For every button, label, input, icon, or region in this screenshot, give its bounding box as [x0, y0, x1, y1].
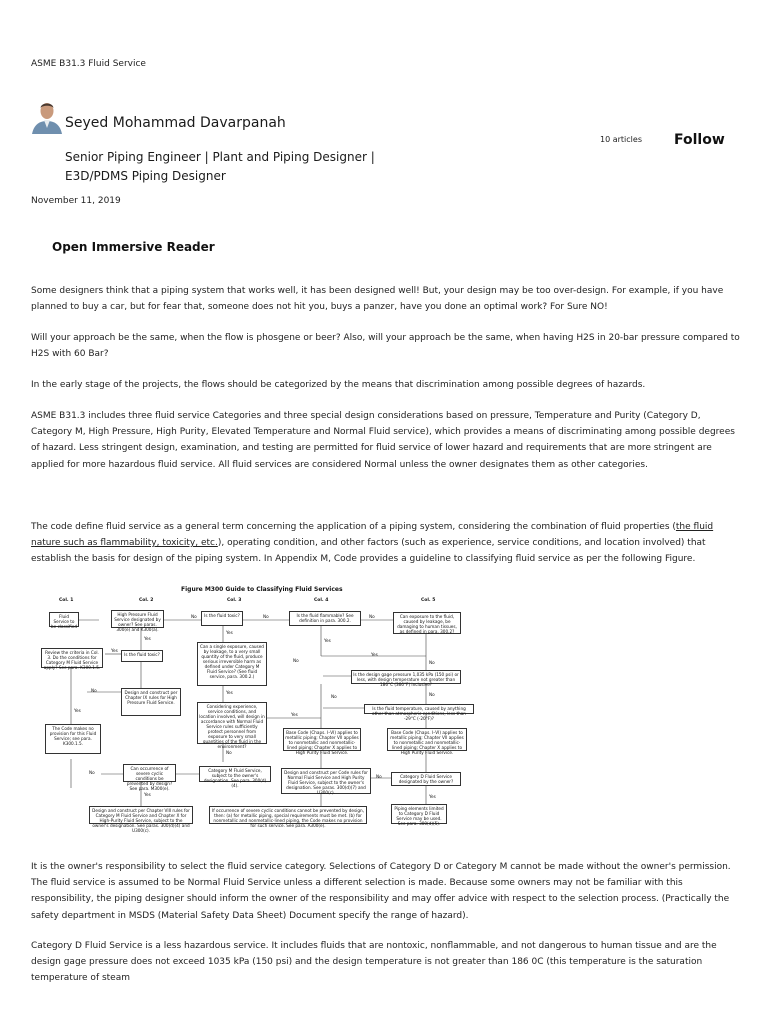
- label-no-3: No: [369, 614, 375, 619]
- box-start: Fluid Service to be classified: [51, 614, 77, 629]
- box-chapter-ix: Design and construct per Chapter IX rules for High Pressure Fluid Service.: [121, 688, 181, 716]
- box-normal-high-purity: Design and construct per Code rules for Normal Fluid Service and High Purity Fluid Service, subject to the owner's designation. See paras. 300(d)(7) and U300(c).: [281, 768, 371, 794]
- label-yes-1: Yes: [144, 636, 151, 641]
- article-breadcrumb: ASME B31.3 Fluid Service: [31, 59, 146, 69]
- box-design-pressure: Is the design gage pressure 1,035 kPa (150 psi) or less, with design temperature not greater than 186°C (366°F) inclusive?: [351, 670, 461, 684]
- fluid-nature-link[interactable]: the fluid nature such as flammability, toxicity, etc.: [31, 522, 714, 549]
- label-no-4: No: [429, 660, 435, 665]
- box-category-m: Category M Fluid Service, subject to the owner's designation. See para. 300(d)(4).: [199, 766, 271, 782]
- label-no-8: No: [331, 694, 337, 699]
- label-yes-3: Yes: [111, 648, 118, 653]
- column-5-label: Col. 5: [421, 598, 436, 603]
- author-row: [30, 98, 740, 148]
- label-no-1: No: [191, 614, 197, 619]
- box-review-criteria: Review the criteria in Col. 3. Do the conditions for Category M Fluid Service apply? See para. K300.1.5.: [41, 648, 103, 668]
- box-flammable: Is the fluid flammable? See definition in para. 300.2.: [289, 611, 361, 626]
- label-yes-6: Yes: [226, 690, 233, 695]
- label-yes-4: Yes: [324, 638, 331, 643]
- article-count[interactable]: 10 articles: [600, 135, 642, 144]
- label-yes-2: Yes: [226, 630, 233, 635]
- label-no-6: No: [91, 688, 97, 693]
- immersive-reader-button[interactable]: Open Immersive Reader: [52, 240, 215, 254]
- column-3-label: Col. 3: [227, 598, 242, 603]
- box-category-d-elements: Piping elements limited to Category D Fluid Service may be used. See para. 300(d)(5).: [391, 804, 447, 824]
- column-4-label: Col. 4: [314, 598, 329, 603]
- paragraph-5-text-a: The code define fluid service as a general term concerning the application of a piping system, considering the combination of fluid properties (: [31, 522, 676, 532]
- box-chapter-viii: Design and construct per Chapter VIII rules for Category M Fluid Service and Chapter X for High-Purity Fluid Service, subject to the owner's designation. See paras. 300(d)(4) and U300(c).: [89, 806, 193, 824]
- label-yes-7: Yes: [291, 712, 298, 717]
- box-low-temperature: Is the fluid temperature, caused by anything other than atmospheric conditions, less than -29°C (-20°F)?: [364, 704, 474, 714]
- paragraph-2: Will your approach be the same, when the flow is phosgene or beer? Also, will your approach be the same, when having H2S in 20-bar pressure compared to H2S with 60 Bar?: [31, 333, 740, 360]
- paragraph-6: It is the owner's responsibility to select the fluid service category. Selections of Category D or Category M cannot be made without the owner's permission. The fluid service is assumed to be Normal Fluid Service unless a different selection is made. Because some owners may not be familiar with this responsibility, the piping designer should inform the owner of the responsibility and may offer advice with respect to the selection process. (Practically the safety department in MSDS (Material Safety Data Sheet) Document specify the range of hazard).: [31, 862, 731, 921]
- label-no-9: No: [226, 750, 232, 755]
- label-no-10: No: [89, 770, 95, 775]
- paragraph-5-text-b: ), operating condition, and other factors (such as experience, service conditions, and location involved) that establish the basis for design of the piping system. In Appendix M, Code provides a guideline to classifying fluid service as per the following Figure.: [31, 538, 706, 565]
- box-single-exposure: Can a single exposure, caused by leakage, to a very small quantity of the fluid, produce serious irreversible harm as defined under Category M Fluid Service? (See fluid service, para. 300.2.): [197, 642, 267, 686]
- column-2-label: Col. 2: [139, 598, 154, 603]
- box-normal-protection: Considering experience, service conditions, and location involved, will design in accordance with Normal Fluid Service rules sufficiently protect personnel from exposure to very small quantities of the fluid in the environment?: [197, 702, 267, 744]
- author-name[interactable]: Seyed Mohammad Davarpanah: [65, 115, 286, 131]
- label-no-2: No: [263, 614, 269, 619]
- box-cyclic-not-prevented: If occurrence of severe cyclic conditions cannot be prevented by design, then: (a) for metallic piping, special requirements must be met. (b) for nonmetallic and nonmetallic-lined piping, the Code makes no provision for such service. See para. A300(e).: [209, 806, 367, 824]
- label-yes-5: Yes: [371, 652, 378, 657]
- label-no-5: No: [293, 658, 299, 663]
- box-category-d: Category D Fluid Service designated by the owner?: [391, 772, 461, 786]
- label-no-11: No: [376, 774, 382, 779]
- column-1-label: Col. 1: [59, 598, 74, 603]
- box-no-provision: The Code makes no provision for this Fluid Service; see para. K300.1.5.: [45, 724, 101, 754]
- paragraph-7: Category D Fluid Service is a less hazardous service. It includes fluids that are nontoxic, nonflammable, and not dangerous to human tissue and are the design gage pressure does not exceed 1035 kPa (150 psi) and the design temperature is not greater than 186 0C (this temperature is the saturation temperature of steam: [31, 941, 717, 984]
- author-avatar[interactable]: [30, 98, 64, 134]
- label-yes-9: Yes: [144, 792, 151, 797]
- author-headline: Senior Piping Engineer | Plant and Piping Designer | E3D/PDMS Piping Designer: [65, 150, 375, 183]
- box-high-pressure: High Pressure Fluid Service designated by owner? See paras. 300(e) and K300(a).: [111, 610, 164, 628]
- paragraph-1: Some designers think that a piping system that works well, it has been designed well! But, your design may be too over-design. For example, if you have planned to buy a car, but for fear that, someone does not hit you, buys a panzer, have you done an optimal work? For Sure NO!: [31, 286, 724, 313]
- paragraph-5: [31, 519, 741, 568]
- fluid-service-flowchart: [31, 584, 741, 833]
- box-base-code-1: Base Code (Chaps. I–VI) applies to metallic piping; Chapter VII applies to nonmetallic and nonmetallic-lined piping; Chapter X applies to High Purity Fluid Service.: [283, 728, 361, 751]
- label-yes-10: Yes: [429, 794, 436, 799]
- figure-title: Figure M300 Guide to Classifying Fluid Services: [181, 586, 343, 593]
- box-toxic-col3: Is the fluid toxic?: [201, 611, 243, 626]
- publish-date: November 11, 2019: [31, 196, 121, 206]
- paragraph-3: In the early stage of the projects, the flows should be categorized by the means that discrimination among possible degrees of hazards.: [31, 380, 646, 390]
- box-tissue-damage: Can exposure to the fluid, caused by leakage, be damaging to human tissues, as defined in para. 300.2?: [393, 612, 461, 634]
- box-severe-cyclic: Can occurrence of severe cyclic conditions be prevented by design? See para. M300(e).: [123, 764, 176, 782]
- box-toxic-col2: Is the fluid toxic?: [121, 650, 163, 662]
- label-no-7: No: [429, 692, 435, 697]
- follow-button[interactable]: Follow: [674, 132, 725, 148]
- paragraph-4: ASME B31.3 includes three fluid service Categories and three special design considerations based on pressure, Temperature and Purity (Category D, Category M, High Pressure, High Purity, Elevated Temperature and Normal Fluid service), which provides a means of discriminating among possible degrees of hazard. Less stringent design, examination, and testing are permitted for fluid service of lower hazard and requirements that are more stringent are applied for more hazardous fluid service. All fluid services are considered Normal unless the owner designates them as other categories.: [31, 411, 735, 470]
- label-yes-8: Yes: [74, 708, 81, 713]
- box-base-code-2: Base Code (Chaps. I–VI) applies to metallic piping; Chapter VII applies to nonmetallic and nonmetallic-lined piping; Chapter X applies to High Purity Fluid Service.: [387, 728, 467, 751]
